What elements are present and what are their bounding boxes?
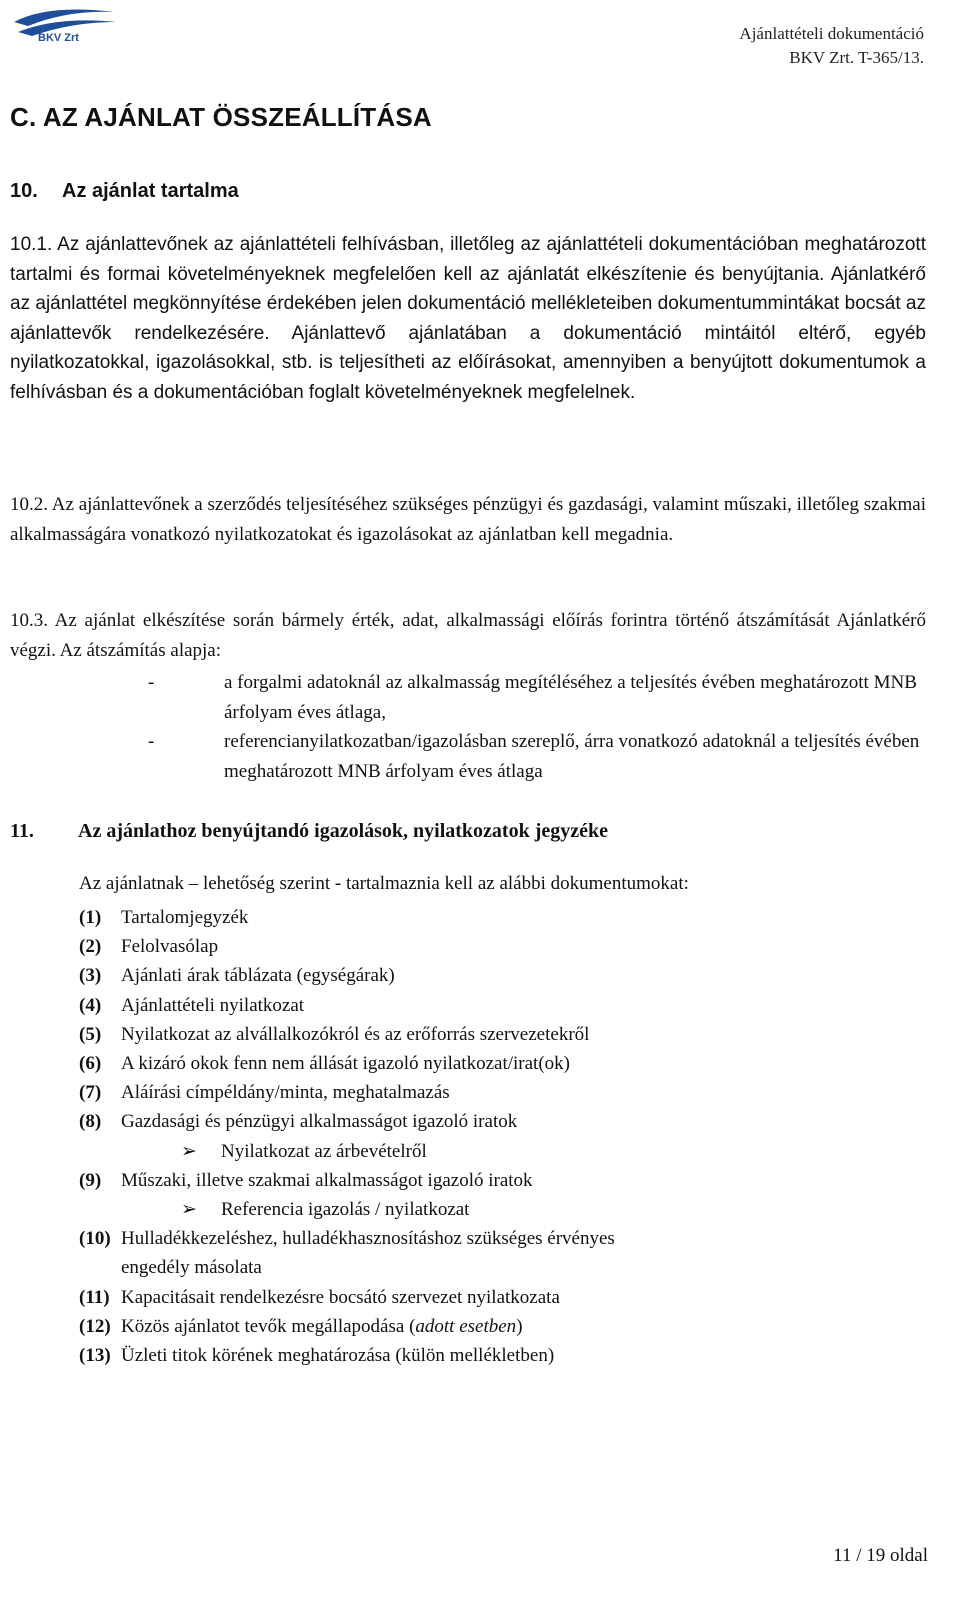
list-item: (12) Közös ajánlatot tevők megállapodása (adott esetben) <box>79 1315 523 1337</box>
list-item: (1) Tartalomjegyzék <box>79 907 249 928</box>
bkv-logo <box>8 2 120 44</box>
document-header <box>739 22 924 70</box>
arrow-bullet-icon: ➢ <box>181 1140 197 1162</box>
paragraph-10-3: 10.3. Az ajánlat elkészítése során bármely érték, adat, alkalmassági előírás forintra történő átszámítását Ajánlatkérő végzi. Az átszámítás alapja: <box>10 610 926 661</box>
list-item <box>148 668 938 727</box>
paragraph-10-1: 10.1. Az ajánlattevőnek az ajánlattételi felhívásban, illetőleg az ajánlattételi dokumentációban meghatározott tartalmi és formai követelményeknek megfelelően kell az ajánlatát elkészítenie és benyújtania. Ajánlatkérő az ajánlattétel megkönnyítése érdekében jelen dokumentáció mellékleteiben dokumentummintákat bocsát az ajánlattevők rendelkezésére. Ajánlattevő ajánlatában a dokumentáció mintáitól eltérő, egyéb nyilatkozatokkal, igazolásokkal, stb. is teljesítheti az előírásokat, amennyiben a benyújtott dokumentumok a felhívásban és a dokumentációban foglalt követelményeknek megfelelnek. <box>10 234 926 403</box>
dash-bullet: - <box>148 672 155 693</box>
list-item: (7) Aláírási címpéldány/minta, meghatalmazás <box>79 1082 450 1104</box>
list-item: (4) Ajánlattételi nyilatkozat <box>79 994 305 1016</box>
list-item: (9) Műszaki, illetve szakmai alkalmasságot igazoló iratok <box>79 1169 533 1191</box>
list-item: (6) A kizáró okok fenn nem állását igazoló nyilatkozat/irat(ok) <box>79 1053 570 1075</box>
list-item <box>148 727 938 786</box>
doc-ref: BKV Zrt. T-365/13. <box>789 48 924 67</box>
heading-11-number: 11. <box>10 820 34 842</box>
dash-bullet: - <box>148 731 155 752</box>
page-number: 11 / 19 oldal <box>833 1545 928 1566</box>
heading-10-number: 10. <box>10 180 38 202</box>
list-item-text: a forgalmi adatoknál az alkalmasság megítéléséhez a teljesítés évében meghatározott MNB árfolyam éves átlaga, <box>224 672 917 723</box>
list-item: (5) Nyilatkozat az alvállalkozókról és az erőforrás szervezetekről <box>79 1023 590 1045</box>
list-item: (3) Ajánlati árak táblázata (egységárak) <box>79 965 395 987</box>
logo-text: BKV Zrt <box>38 32 79 44</box>
required-documents-list <box>79 903 939 1370</box>
heading-10 <box>10 180 239 203</box>
sub-list-item: ➢ Nyilatkozat az árbevételről <box>79 1137 939 1166</box>
list-item: (2) Felolvasólap <box>79 936 219 958</box>
heading-10-title: Az ajánlat tartalma <box>62 180 239 202</box>
heading-11 <box>10 820 608 843</box>
list-item: (8) Gazdasági és pénzügyi alkalmasságot igazoló iratok <box>79 1111 518 1133</box>
list-item: (10) Hulladékkezeléshez, hulladékhasznosításhoz szükséges érvényes engedély másolata <box>79 1228 615 1279</box>
list-item: (13) Üzleti titok körének meghatározása (külön mellékletben) <box>79 1345 555 1367</box>
list-item-text: referencianyilatkozatban/igazolásban szereplő, árra vonatkozó adatoknál a teljesítés évében meghatározott MNB árfolyam éves átlaga <box>224 731 920 782</box>
arrow-bullet-icon: ➢ <box>181 1199 197 1221</box>
list-intro: Az ajánlatnak – lehetőség szerint - tartalmaznia kell az alábbi dokumentumokat: <box>79 873 689 894</box>
paragraph-10-2: 10.2. Az ajánlattevőnek a szerződés teljesítéséhez szükséges pénzügyi és gazdasági, valamint műszaki, illetőleg szakmai alkalmasságára vonatkozó nyilatkozatokat és igazolásokat az ajánlatban kell megadnia. <box>10 494 926 545</box>
sub-list-item: ➢ Referencia igazolás / nyilatkozat <box>79 1195 939 1224</box>
heading-11-title: Az ajánlathoz benyújtandó igazolások, nyilatkozatok jegyzéke <box>78 820 608 842</box>
section-title: C. AZ AJÁNLAT ÖSSZEÁLLÍTÁSA <box>10 102 432 132</box>
doc-title: Ajánlattételi dokumentáció <box>739 24 924 43</box>
conversion-basis-list <box>148 668 938 786</box>
list-item: (11) Kapacitásait rendelkezésre bocsátó szervezet nyilatkozata <box>79 1286 560 1308</box>
